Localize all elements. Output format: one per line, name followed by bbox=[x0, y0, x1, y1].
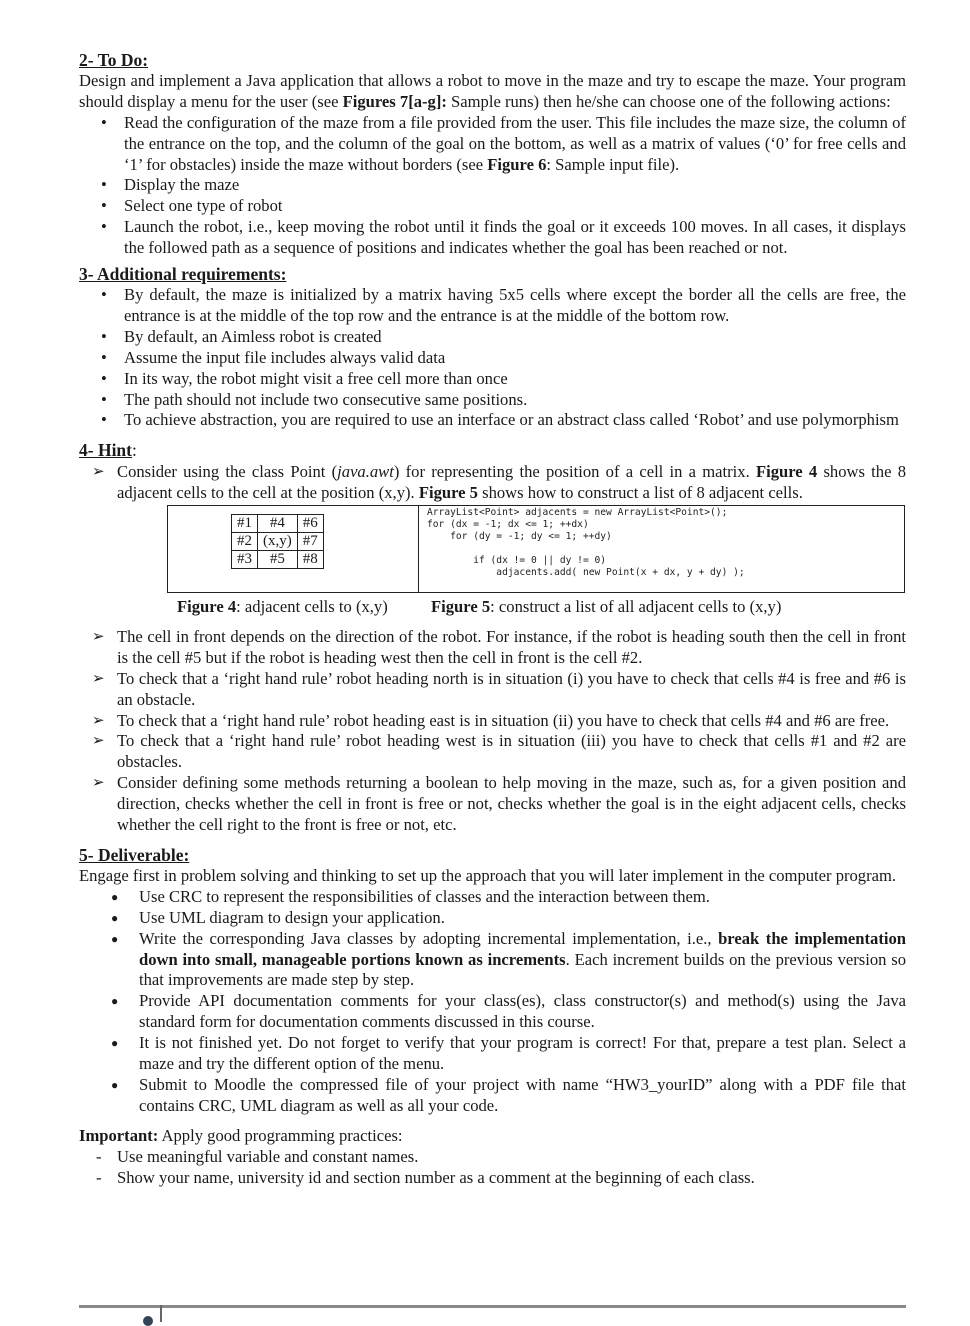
list-item: ➢ To check that a ‘right hand rule’ robot heading east is in situation (ii) you have to check that cells #4 and #6 are free. bbox=[79, 711, 906, 732]
table-row bbox=[232, 533, 324, 551]
deliverable-intro: Engage first in problem solving and thinking to set up the approach that you will later implement in the computer program. bbox=[79, 865, 897, 885]
list-item: ➢ Consider defining some methods returning a boolean to help moving in the maze, such as, for a given position and direction, checks whether the cell in front is free or not, checks whether the goal is in the eight adjacent cells, checks whether the cell right to the front is free or not, etc. bbox=[79, 773, 906, 836]
table-cell: #5 bbox=[258, 551, 298, 569]
footer-divider-tick bbox=[160, 1305, 162, 1322]
hint-list bbox=[79, 627, 906, 836]
list-item: • To achieve abstraction, you are required to use an interface or an abstract class called ‘Robot’ and use polymorphism bbox=[79, 410, 906, 431]
list-item: ● Write the corresponding Java classes by adopting incremental implementation, i.e., break the implementation down into small, manageable portions known as increments. Each increment builds on the previous version so that improvements are made step by step. bbox=[79, 929, 906, 992]
deliverable-list bbox=[79, 887, 906, 1117]
table-cell: #8 bbox=[297, 551, 323, 569]
list-item: • Select one type of robot bbox=[79, 196, 906, 217]
list-item: ➢ To check that a ‘right hand rule’ robot heading west is in situation (iii) you have to check that cells #1 and #2 are obstacles. bbox=[79, 731, 906, 773]
list-item: ● Use UML diagram to design your application. bbox=[79, 908, 906, 929]
list-item: • Assume the input file includes always valid data bbox=[79, 348, 906, 369]
list-item: • Launch the robot, i.e., keep moving the robot until it finds the goal or it exceeds 100 moves. In all cases, it displays the followed path as a sequence of positions and indicates whether the goal has been reached or not. bbox=[79, 217, 906, 259]
hint-colon: : bbox=[132, 440, 137, 461]
list-item: • Display the maze bbox=[79, 175, 906, 196]
table-cell: #6 bbox=[297, 515, 323, 533]
figure-4-adjacent-cells bbox=[168, 506, 419, 592]
adjacent-cells-table bbox=[231, 514, 324, 569]
additional-list bbox=[79, 285, 906, 431]
list-item: ● Submit to Moodle the compressed file of your project with name “HW3_yourID” along with a PDF file that contains CRC, UML diagram as well as all your code. bbox=[79, 1075, 906, 1117]
figure-4-caption: Figure 4: adjacent cells to (x,y) bbox=[177, 597, 388, 617]
list-item: • Read the configuration of the maze from a file provided from the user. This file includes the maze size, the column of the entrance on the top, and the column of the goal on the bottom, as well as a matrix of values (‘0’ for free cells and ‘1’ for obstacles) inside the maze without borders (see Figure 6: Sample input file). bbox=[79, 113, 906, 176]
figure-captions bbox=[177, 597, 906, 618]
list-item: • In its way, the robot might visit a free cell more than once bbox=[79, 369, 906, 390]
section-heading-todo: 2- To Do: bbox=[79, 50, 149, 70]
important-note: Important: Apply good programming practices: bbox=[79, 1125, 403, 1145]
list-item: ● Provide API documentation comments for your class(es), class constructor(s) and method(s) using the Java standard form for documentation comments discussed in this course. bbox=[79, 991, 906, 1033]
table-cell: #4 bbox=[258, 515, 298, 533]
list-item: • The path should not include two consecutive same positions. bbox=[79, 390, 906, 411]
figure-box bbox=[167, 505, 905, 593]
todo-intro: Design and implement a Java application that allows a robot to move in the maze and try to escape the maze. Your program should display a menu for the user (see Figures 7[a-g]: Sample runs) then he/she can choose one of the following actions: bbox=[79, 70, 906, 111]
section-heading-additional: 3- Additional requirements: bbox=[79, 264, 287, 285]
list-item: - Use meaningful variable and constant names. bbox=[79, 1147, 906, 1168]
list-item: • By default, an Aimless robot is created bbox=[79, 327, 906, 348]
list-item: • By default, the maze is initialized by a matrix having 5x5 cells where except the border all the cells are free, the entrance is at the middle of the top row and the entrance is at the middle of the bottom row. bbox=[79, 285, 906, 327]
section-heading-deliverable: 5- Deliverable: bbox=[79, 845, 190, 865]
list-item: ➢ To check that a ‘right hand rule’ robot heading north is in situation (i) you have to check that cells #4 is free and #6 is an obstacle. bbox=[79, 669, 906, 711]
table-row bbox=[232, 515, 324, 533]
list-item: - Show your name, university id and section number as a comment at the beginning of each class. bbox=[79, 1168, 906, 1189]
table-cell: #1 bbox=[232, 515, 258, 533]
list-item: ➢ Consider using the class Point (java.awt) for representing the position of a cell in a matrix. Figure 4 shows the 8 adjacent cells to the cell at the position (x,y). Figure 5 shows how to construct a list of 8 adjacent cells. bbox=[79, 462, 906, 504]
figure-5-caption: Figure 5: construct a list of all adjacent cells to (x,y) bbox=[431, 597, 782, 617]
list-item: ● Use CRC to represent the responsibilities of classes and the interaction between them. bbox=[79, 887, 906, 908]
table-row bbox=[232, 551, 324, 569]
page-number-marker bbox=[143, 1316, 153, 1326]
table-cell: (x,y) bbox=[258, 533, 298, 551]
hint-list-top bbox=[79, 462, 906, 504]
important-list bbox=[79, 1147, 906, 1189]
figure-5-code-snippet: ArrayList<Point> adjacents = new ArrayList<Point>(); for (dx = -1; dx <= 1; ++dx) for (dy = -1; dy <= 1; ++dy) if (dx != 0 || dy != 0) adjacents.add( new Point(x + dx, y + dy) ); bbox=[427, 507, 745, 579]
todo-list bbox=[79, 113, 906, 259]
table-cell: #2 bbox=[232, 533, 258, 551]
table-cell: #7 bbox=[297, 533, 323, 551]
table-cell: #3 bbox=[232, 551, 258, 569]
footer-rule bbox=[79, 1305, 906, 1308]
section-heading-hint: 4- Hint bbox=[79, 440, 132, 461]
list-item: ➢ The cell in front depends on the direction of the robot. For instance, if the robot is heading south then the cell in front is the cell #5 but if the robot is heading west then the cell in front is the cell #2. bbox=[79, 627, 906, 669]
list-item: ● It is not finished yet. Do not forget to verify that your program is correct! For that, prepare a test plan. Select a maze and try the different option of the menu. bbox=[79, 1033, 906, 1075]
document-page bbox=[79, 50, 906, 1189]
